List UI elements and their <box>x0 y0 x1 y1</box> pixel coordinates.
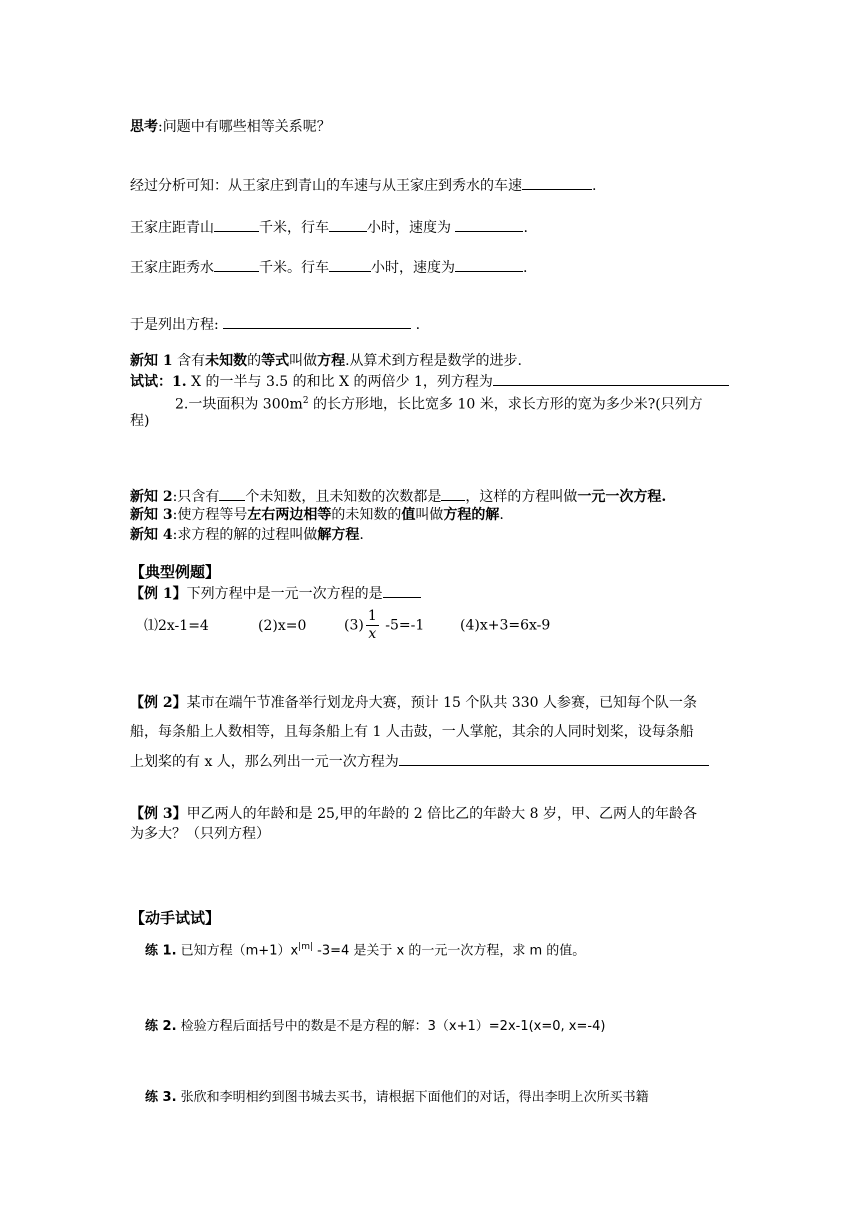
xinzhi1-t1: 含有 <box>172 353 206 369</box>
xinzhi1-t2: 的 <box>247 353 262 369</box>
ex2-label: 【例 2】 <box>130 695 187 711</box>
shishi-q2c: 程) <box>130 413 150 429</box>
ex1-options <box>144 608 550 643</box>
qingshan-end: . <box>523 220 528 236</box>
ex1-option-3-pre: (3) <box>344 617 364 634</box>
xinzhi3-label: 新知 3 <box>130 507 173 523</box>
shishi-label: 试试： <box>130 374 172 390</box>
practice-1-line <box>145 938 585 960</box>
xinzhi4-line <box>130 526 364 544</box>
xiushui-distance-blank[interactable] <box>214 258 259 272</box>
xinzhi3-t4: . <box>499 507 504 523</box>
xiushui-line <box>130 258 527 277</box>
practice-1-text-a: 已知方程（m+1）x <box>176 943 299 959</box>
xinzhi2-t1: :只含有 <box>172 489 220 505</box>
think-line <box>130 118 331 136</box>
xinzhi2-blank-2[interactable] <box>441 487 465 501</box>
xinzhi3-t3: 叫做 <box>415 507 444 523</box>
ex3-label: 【例 3】 <box>130 806 187 822</box>
xiushui-text-b: 千米。行车 <box>259 260 329 276</box>
practice-3-text: 张欣和李明相约到图书城去买书，请根据下面他们的对话，得出李明上次所买书籍 <box>176 1090 649 1105</box>
shishi-q2-sup: 2 <box>302 396 309 406</box>
practice-1-text-b: -3=4 是关于 x 的一元一次方程，求 m 的值。 <box>313 943 586 959</box>
shishi-q1-blank[interactable] <box>493 372 729 386</box>
practice-3-line <box>145 1089 649 1107</box>
ex1-option-3-post: -5=-1 <box>380 617 425 634</box>
ex2-line-3 <box>130 752 709 771</box>
ex2-l3: 上划桨的有 x 人，那么列出一元一次方程为 <box>130 754 399 770</box>
fraction-denominator: x <box>368 626 377 642</box>
qingshan-time-blank[interactable] <box>329 218 367 232</box>
xinzhi4-k1: 解方程 <box>317 527 360 543</box>
qingshan-text-b: 千米，行车 <box>259 220 329 236</box>
shishi-q1: X 的一半与 3.5 的和比 X 的两倍少 1，列方程为 <box>186 374 493 390</box>
xiushui-end: . <box>523 260 528 276</box>
equation-text: 于是列出方程: <box>130 317 224 333</box>
xinzhi1-k1: 未知数 <box>205 353 248 369</box>
fraction-numerator: 1 <box>367 608 377 624</box>
practice-3-label: 练 3. <box>145 1090 177 1105</box>
practice-2-label: 练 2. <box>145 1019 177 1034</box>
xinzhi3-k1: 左右两边相等 <box>247 507 332 523</box>
ex3-line-2 <box>130 825 270 843</box>
xinzhi4-label: 新知 4 <box>130 527 173 543</box>
xinzhi1-k3: 方程 <box>317 353 346 369</box>
ex1-option-3-fraction <box>366 608 379 643</box>
ex2-l2: 船，每条船上人数相等，且每条船上有 1 人击鼓，一人掌舵，其余的人同时划桨，设每条船 <box>130 724 694 740</box>
equation-line <box>130 315 420 334</box>
section-practice-heading: 【动手试试】 <box>130 909 221 927</box>
xinzhi1-label: 新知 1 <box>130 353 173 369</box>
shishi-q2a: 2.一块面积为 300m <box>175 396 303 413</box>
ex2-line-2 <box>130 723 694 741</box>
xinzhi3-t2: 的未知数的 <box>331 507 402 523</box>
equation-end: . <box>411 317 421 333</box>
ex1-blank[interactable] <box>383 584 421 598</box>
xinzhi2-t3: ，这样的方程叫做 <box>465 489 578 505</box>
practice-2-text: 检验方程后面括号中的数是不是方程的解：3（x+1）=2x-1(x=0, x=-4) <box>176 1019 606 1034</box>
ex1-option-4: (4)x+3=6x-9 <box>460 617 551 634</box>
shishi-line-1 <box>130 372 729 391</box>
xinzhi1-t4: .从算术到方程是数学的进步. <box>345 353 522 369</box>
xinzhi4-t2: . <box>359 527 364 543</box>
analysis-line <box>130 176 596 195</box>
ex1-option-1: ⑴2x-1=4 <box>144 617 209 634</box>
ex1-option-2: (2)x=0 <box>258 617 307 634</box>
qingshan-speed-blank[interactable] <box>455 218 523 232</box>
xinzhi2-label: 新知 2 <box>130 489 173 505</box>
xinzhi4-t1: :求方程的解的过程叫做 <box>172 527 318 543</box>
qingshan-text-a: 王家庄距青山 <box>130 220 214 236</box>
xinzhi2-t2: 个未知数，且未知数的次数都是 <box>245 489 442 505</box>
ex3-l2: 为多大？（只列方程） <box>130 826 270 842</box>
xinzhi2-blank-1[interactable] <box>219 487 245 501</box>
xinzhi2-k1: 一元一次方程. <box>577 489 667 505</box>
shishi-q2b: 的长方形地，长比宽多 10 米，求长方形的宽为多少米?(只列方 <box>308 396 703 413</box>
xiushui-speed-blank[interactable] <box>455 258 523 272</box>
xinzhi3-line <box>130 506 504 524</box>
analysis-text: 经过分析可知：从王家庄到青山的车速与从王家庄到秀水的车速 <box>130 178 522 194</box>
qingshan-text-c: 小时，速度为 <box>367 220 456 236</box>
practice-1-sup: |m| <box>298 942 314 952</box>
xinzhi2-line <box>130 487 666 506</box>
ex3-line-1 <box>130 805 697 823</box>
ex2-blank[interactable] <box>399 752 709 766</box>
qingshan-distance-blank[interactable] <box>214 218 259 232</box>
xinzhi3-t1: :使方程等号 <box>172 507 248 523</box>
think-text: :问题中有哪些相等关系呢？ <box>158 119 331 135</box>
practice-1-label: 练 1. <box>145 943 177 959</box>
xinzhi1-k2: 等式 <box>261 353 290 369</box>
ex2-line-1 <box>130 694 697 712</box>
equation-blank[interactable] <box>223 315 411 329</box>
analysis-blank[interactable] <box>522 176 592 190</box>
xiushui-text-a: 王家庄距秀水 <box>130 260 214 276</box>
xinzhi1-t3: 叫做 <box>289 353 318 369</box>
analysis-end: . <box>592 178 597 194</box>
ex3-l1: 甲乙两人的年龄和是 25,甲的年龄的 2 倍比乙的年龄大 8 岁，甲、乙两人的年龄各 <box>186 806 697 822</box>
xinzhi1-line <box>130 352 522 370</box>
ex1-label: 【例 1】 <box>130 586 187 602</box>
ex1-option-3 <box>344 608 460 643</box>
xinzhi3-k2: 值 <box>401 507 416 523</box>
ex2-l1: 某市在端午节准备举行划龙舟大赛，预计 15 个队共 330 人参赛，已知每个队一条 <box>186 695 697 711</box>
shishi-line-3 <box>130 412 149 430</box>
practice-2-line <box>145 1018 605 1036</box>
ex1-line <box>130 584 421 603</box>
ex1-text: 下列方程中是一元一次方程的是 <box>186 586 383 602</box>
think-label: 思考 <box>130 119 158 135</box>
shishi-n1: 1. <box>172 374 187 390</box>
qingshan-line <box>130 218 528 237</box>
xiushui-time-blank[interactable] <box>329 258 371 272</box>
xiushui-text-c: 小时，速度为 <box>371 260 455 276</box>
xinzhi3-k3: 方程的解 <box>443 507 500 523</box>
section-examples-heading: 【典型例题】 <box>130 563 221 581</box>
shishi-line-2 <box>175 392 703 414</box>
